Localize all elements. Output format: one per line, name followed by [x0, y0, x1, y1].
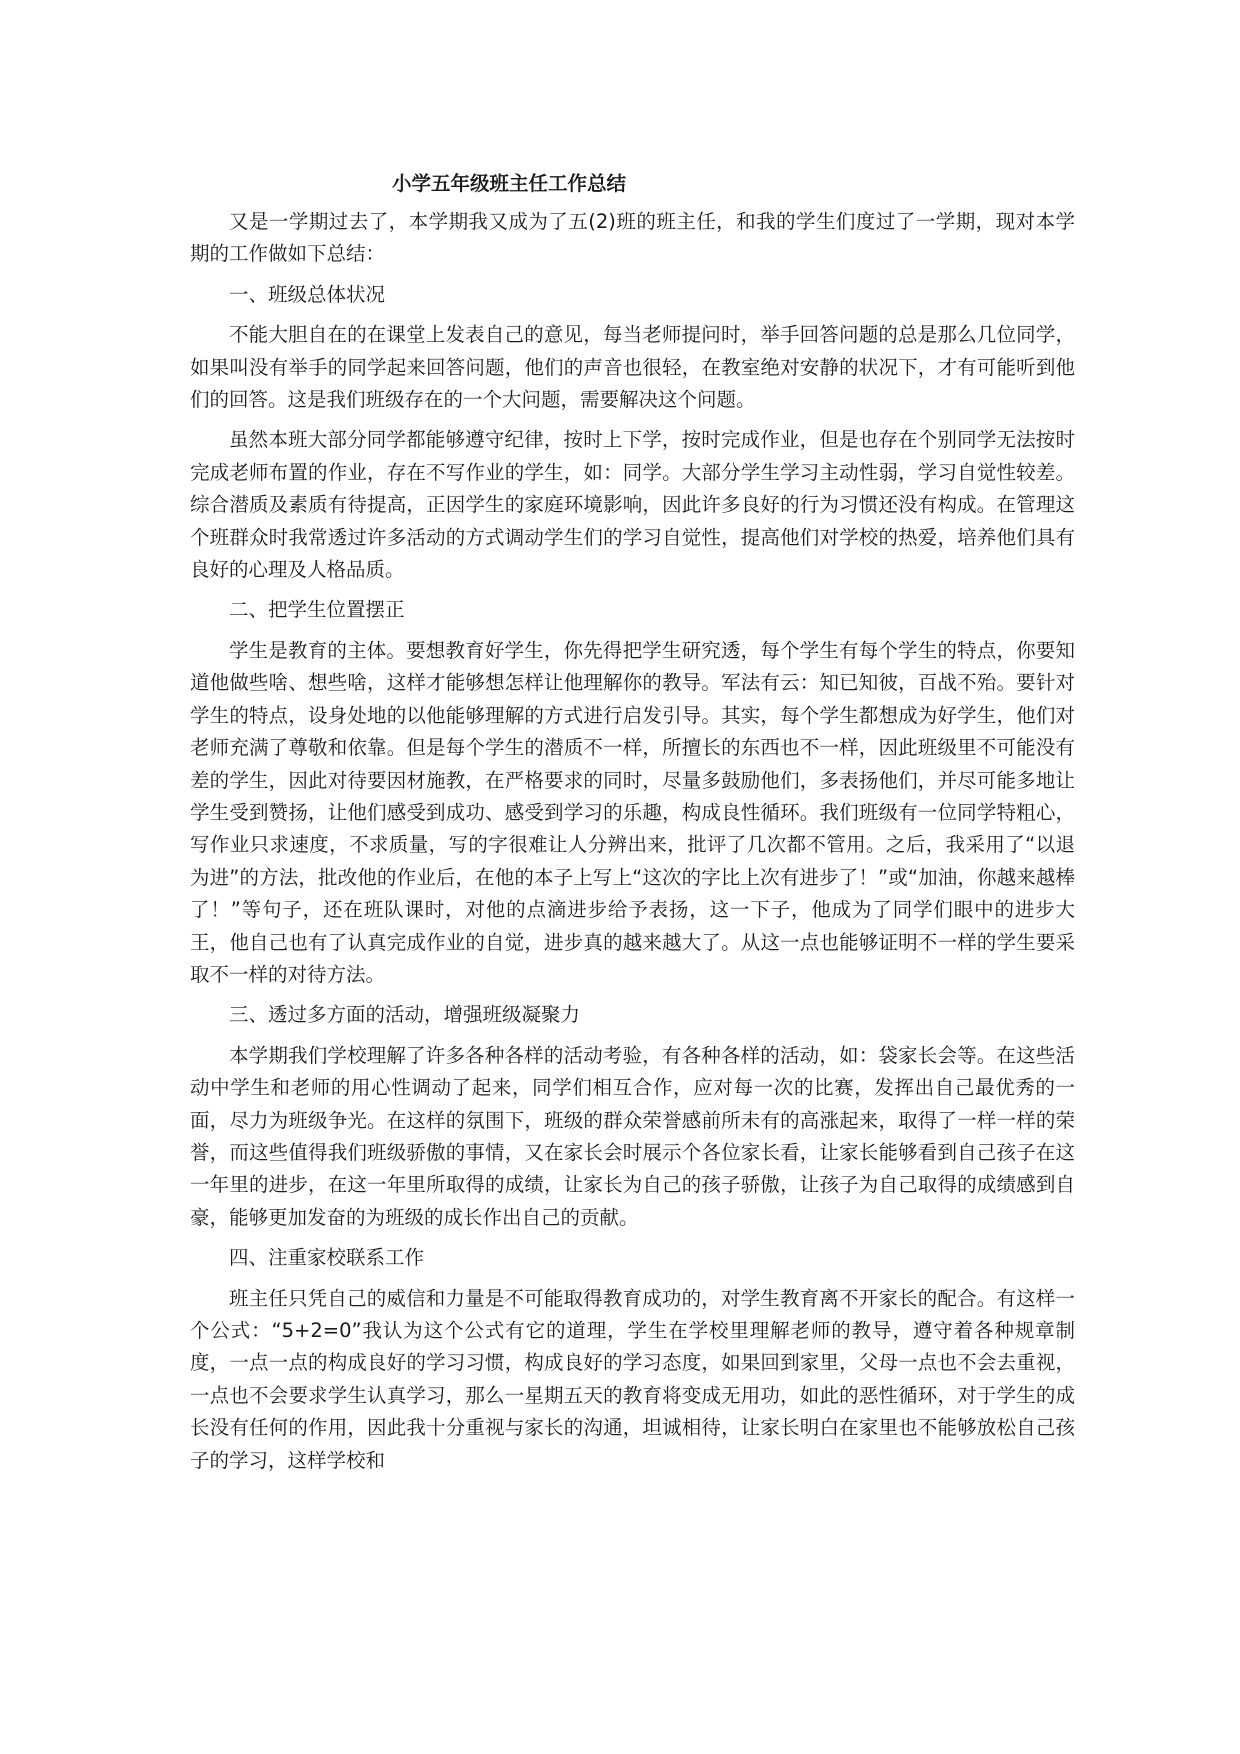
section-heading-1: 一、班级总体状况 [229, 282, 386, 306]
paragraph: 虽然本班大部分同学都能够遵守纪律，按时上下学，按时完成作业，但是也存在个别同学无法按时完成老师布置的作业，存在不写作业的学生，如：同学。大部分学生学习主动性弱，学习自觉性较差。综合潜质及素质有待提高，正因学生的家庭环境影响，因此许多良好的行为习惯还没有构成。在管理这个班群众时我常透过许多活动的方式调动学生们的学习自觉性，提高他们对学校的热爱，培养他们具有良好的心理及人格品质。 [190, 428, 1075, 582]
paragraph: 班主任只凭自己的威信和力量是不可能取得教育成功的，对学生教育离不开家长的配合。有这样一个公式：“5+2=0”我认为这个公式有它的道理，学生在学校里理解老师的教导，遵守着各种规章制度，一点一点的构成良好的学习习惯，构成良好的学习态度，如果回到家里，父母一点也不会去重视，一点也不会要求学生认真学习，那么一星期五天的教育将变成无用功，如此的恶性循环，对于学生的成长没有任何的作用，因此我十分重视与家长的沟通，坦诚相待，让家长明白在家里也不能够放松自己孩子的学习，这样学校和 [190, 1286, 1075, 1472]
section-heading-4: 四、注重家校联系工作 [229, 1246, 425, 1270]
document-body [190, 168, 1075, 1485]
section-heading-2: 二、把学生位置摆正 [229, 598, 405, 622]
document-title: 小学五年级班主任工作总结 [392, 172, 627, 195]
section-heading-3: 三、透过多方面的活动，增强班级凝聚力 [229, 1003, 581, 1027]
paragraph: 不能大胆自在的在课堂上发表自己的意见，每当老师提问时，举手回答问题的总是那么几位同学，如果叫没有举手的同学起来回答问题，他们的声音也很轻，在教室绝对安静的状况下，才有可能听到他们的回答。这是我们班级存在的一个大问题，需要解决这个问题。 [190, 323, 1075, 412]
paragraph: 本学期我们学校理解了许多各种各样的活动考验，有各种各样的活动，如：袋家长会等。在这些活动中学生和老师的用心性调动了起来，同学们相互合作，应对每一次的比赛，发挥出自己最优秀的一面，尽力为班级争光。在这样的氛围下，班级的群众荣誉感前所未有的高涨起来，取得了一样一样的荣誉，而这些值得我们班级骄傲的事情，又在家长会时展示个各位家长看，让家长能够看到自己孩子在这一年里的进步，在这一年里所取得的成绩，让家长为自己的孩子骄傲，让孩子为自己取得的成绩感到自豪，能够更加发奋的为班级的成长作出自己的贡献。 [190, 1043, 1075, 1229]
paragraph: 学生是教育的主体。要想教育好学生，你先得把学生研究透，每个学生有每个学生的特点，你要知道他做些啥、想些啥，这样才能够想怎样让他理解你的教导。军法有云：知已知彼，百战不殆。要针对学生的特点，设身处地的以他能够理解的方式进行启发引导。其实，每个学生都想成为好学生，他们对老师充满了尊敬和依靠。但是每个学生的潜质不一样，所擅长的东西也不一样，因此班级里不可能没有差的学生，因此对待要因材施教，在严格要求的同时，尽量多鼓励他们，多表扬他们，并尽可能多地让学生受到赞扬，让他们感受到成功、感受到学习的乐趣，构成良性循环。我们班级有一位同学特粗心，写作业只求速度，不求质量，写的字很难让人分辨出来，批评了几次都不管用。之后，我采用了“以退为进”的方法，批改他的作业后，在他的本子上写上“这次的字比上次有进步了！”或“加油，你越来越棒了！”等句子，还在班队课时，对他的点滴进步给予表扬，这一下子，他成为了同学们眼中的进步大王，他自己也有了认真完成作业的自觉，进步真的越来越大了。从这一点也能够证明不一样的学生要采取不一样的对待方法。 [190, 638, 1075, 986]
paragraph-intro: 又是一学期过去了，本学期我又成为了五(2)班的班主任，和我的学生们度过了一学期，现对本学期的工作做如下总结： [190, 210, 1075, 266]
